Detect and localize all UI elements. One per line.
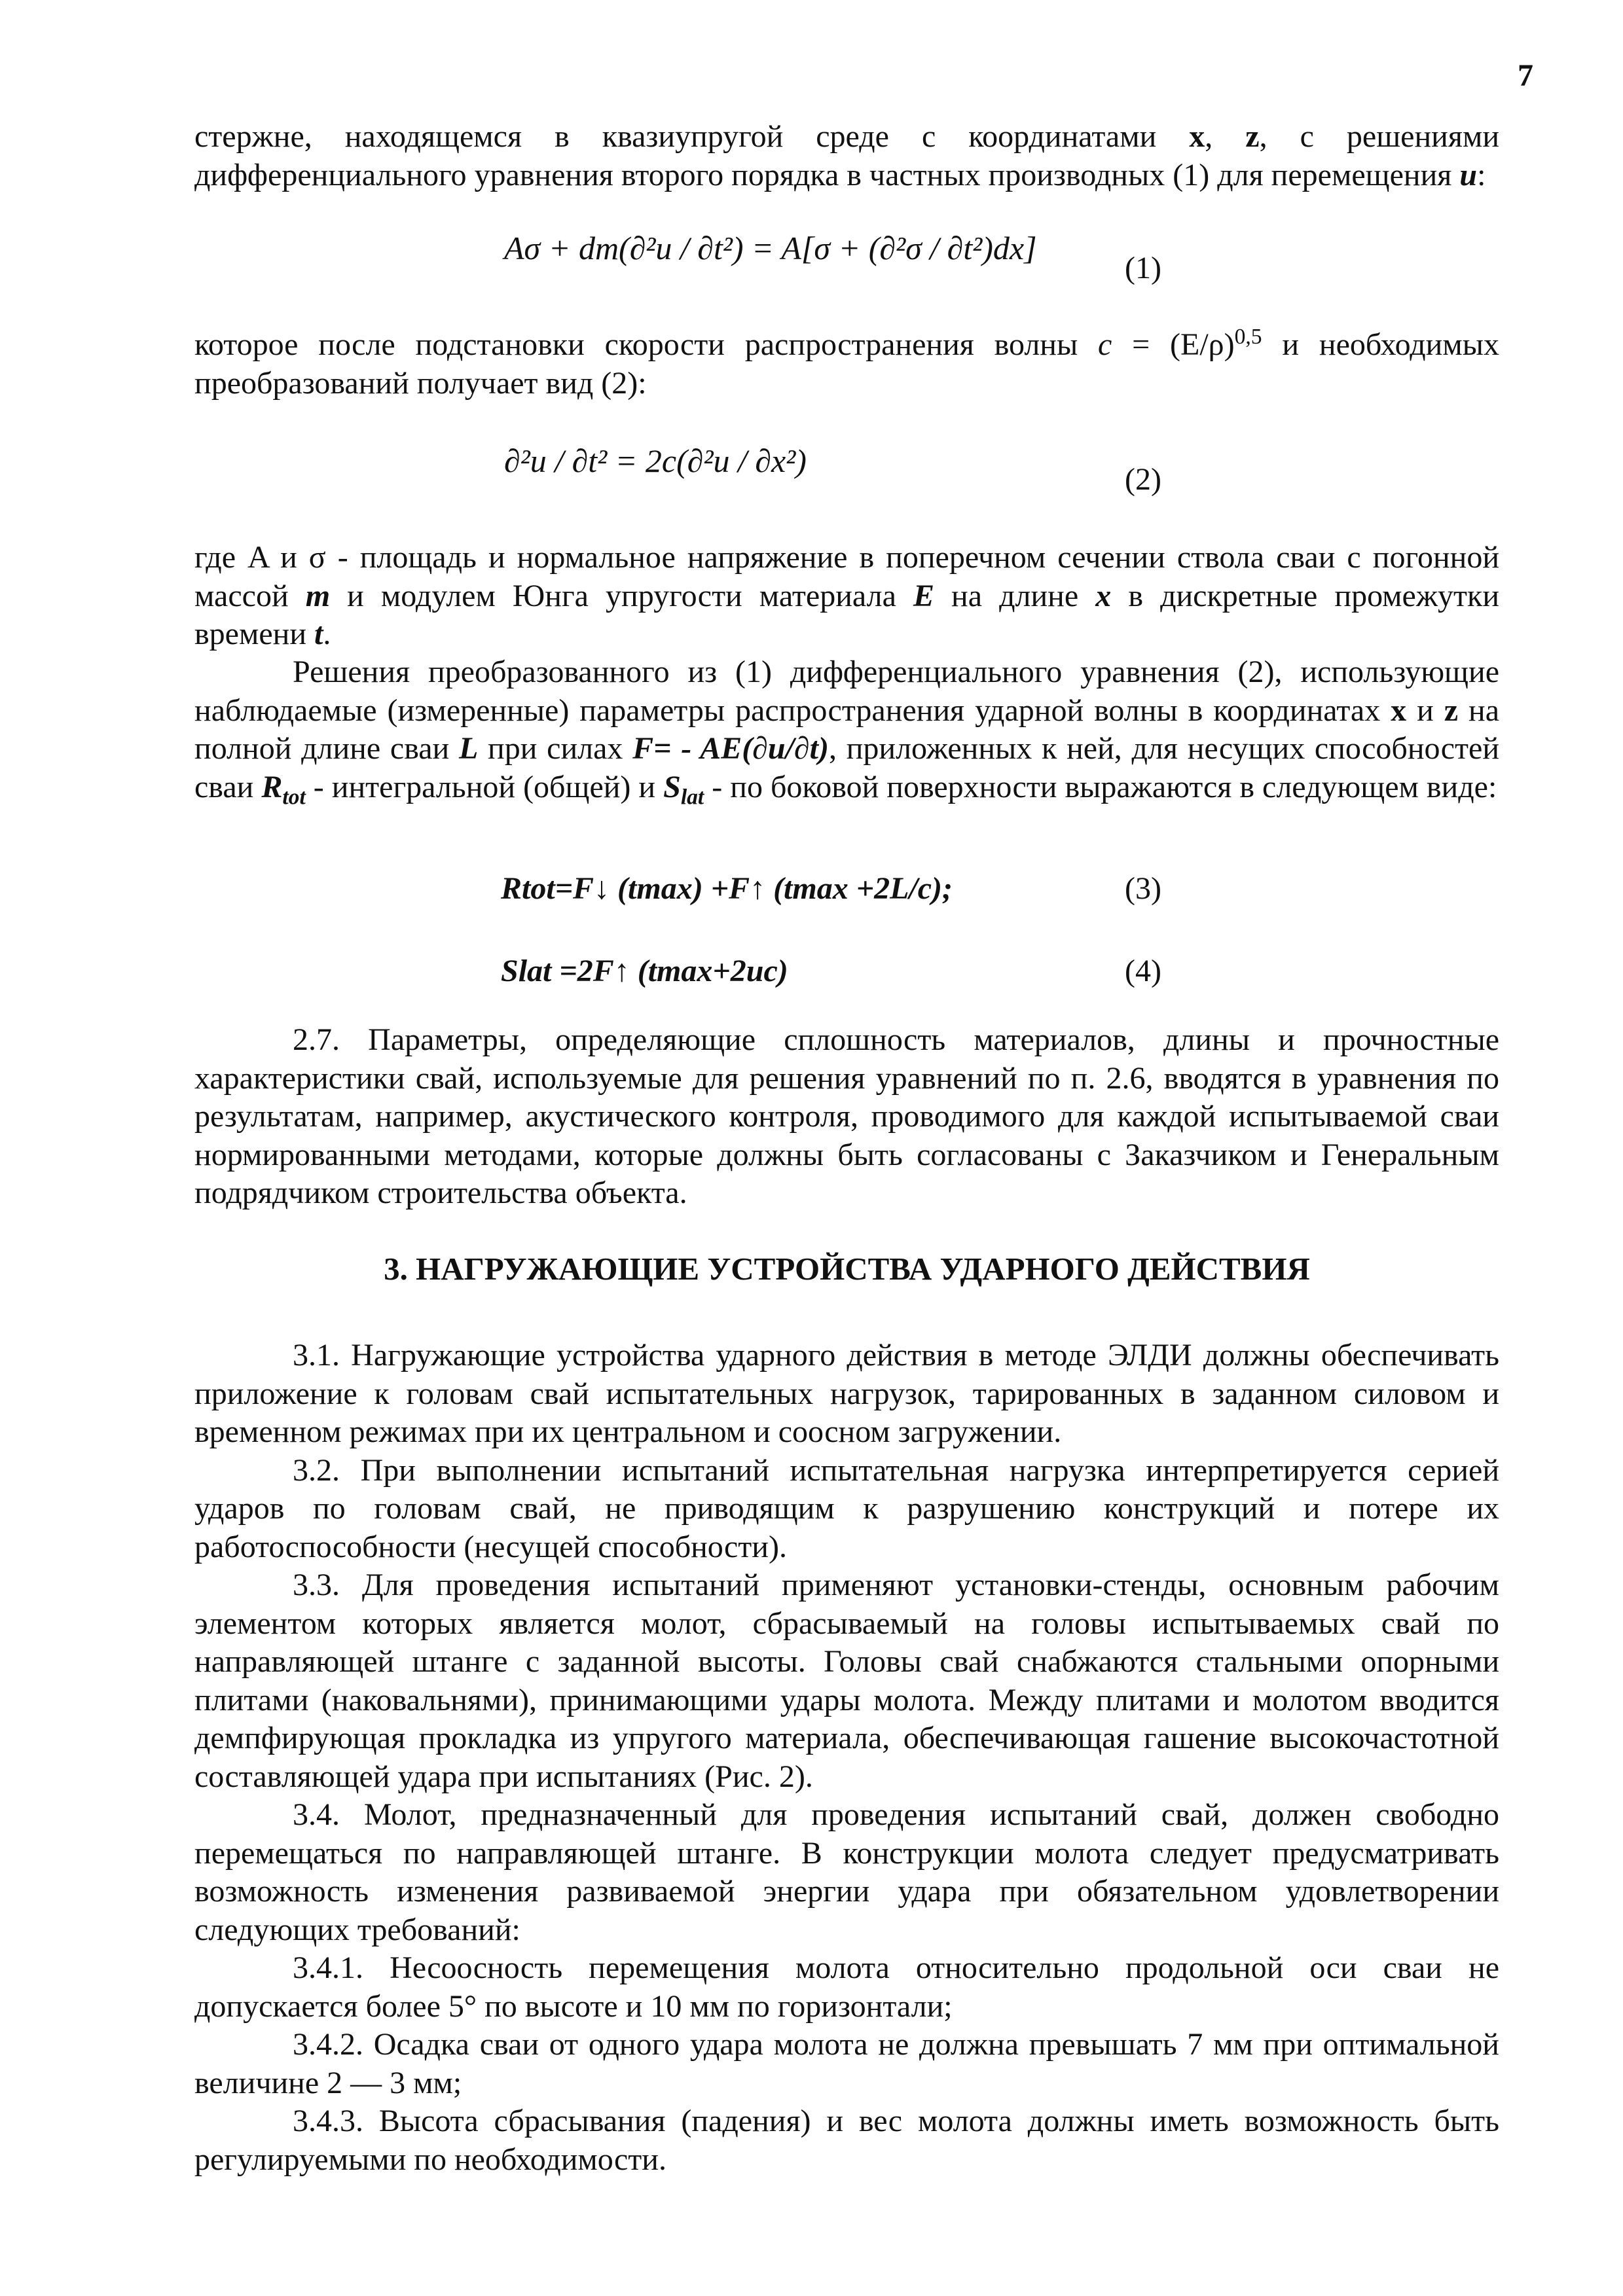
equation-2: ∂²u / ∂t² = 2c(∂²u / ∂x²)	[504, 442, 807, 479]
paragraph-2-7: 2.7. Параметры, определяющие сплошность материалов, длины и прочностные характеристики свай, используемые для решения уравнений по п. 2.6, вводятся в уравнения по результатам, например, акустического контроля, проводимого для каждой испытываемой сваи нормированными методами, которые должны быть согласованы с Заказчиком и Генеральным подрядчиком строительства объекта.	[194, 1022, 1499, 1210]
section-3-body	[194, 1336, 1499, 2179]
paragraph-3-2: 3.2. При выполнении испытаний испытательная нагрузка интерпретируется серией ударов по головам свай, не приводящим к разрушению конструкций и потере их работоспособности (несущей способности).	[194, 1452, 1499, 1564]
equation-2-number: (2)	[1125, 462, 1161, 497]
substitution-paragraph: которое после подстановки скорости распространения волны $c = (E/\rho)^{0,5}$ и необходимых преобразований получает вид (2):	[194, 325, 1499, 401]
equation-3-number: (3)	[1125, 871, 1161, 906]
paragraph-3-4-3: 3.4.3. Высота сбрасывания (падения) и вес молота должны иметь возможность быть регулируемыми по необходимости.	[194, 2104, 1499, 2177]
page-number: 7	[1518, 58, 1533, 93]
equation-4-number: (4)	[1125, 954, 1161, 988]
paragraph-3-3: 3.3. Для проведения испытаний применяют установки-стенды, основным рабочим элементом которых является молот, сбрасываемый на головы испытываемых свай по направляющей штанге с заданной высоты. Головы свай снабжаются стальными опорными плитами (наковальнями), принимающими удары молота. Между плитами и молотом вводится демпфирующая прокладка из упругого материала, обеспечивающая гашение высокочастотной составляющей удара при испытаниях (Рис. 2).	[194, 1568, 1499, 1794]
paragraph-3-4-1: 3.4.1. Несоосность перемещения молота относительно продольной оси сваи не допускается более 5° по высоте и 10 мм по горизонтали;	[194, 1950, 1499, 2024]
definitions-paragraph: где A и σ - площадь и нормальное напряжение в поперечном сечении ствола сваи с погонной массой m и модулем Юнга упругости материала E на длине x в дискретные промежутки времени t.	[194, 540, 1500, 651]
equation-4: Slat =2F↑ (tmax+2uc)	[501, 954, 788, 988]
equation-3: Rtot=F↓ (tmax) +F↑ (tmax +2L/c);	[501, 871, 953, 906]
paragraph-3-4: 3.4. Молот, предназначенный для проведения испытаний свай, должен свободно перемещаться по направляющей штанге. В конструкции молота следует предусматривать возможность изменения развиваемой энергии удара при обязательном удовлетворении следующих требований:	[194, 1797, 1499, 1947]
paragraph-3-1: 3.1. Нагружающие устройства ударного действия в методе ЭЛДИ должны обеспечивать приложение к головам свай испытательных нагрузок, тарированных в заданном силовом и временном режимах при их центральном и соосном загружении.	[194, 1338, 1499, 1449]
solutions-paragraph: Решения преобразованного из (1) дифференциального уравнения (2), использующие наблюдаемые (измеренные) параметры распространения ударной волны в координатах x и z на полной длине сваи L при силах F= - AE(∂u/∂t), приложенных к ней, для несущих способностей сваи $R_{tot}$ - интегральной (общей) и $S_{lat}$ - по боковой поверхности выражаются в следующем виде:	[194, 655, 1499, 810]
equation-1: Aσ + dm(∂²u / ∂t²) = A[σ + (∂²σ / ∂t²)dx]	[504, 230, 1037, 266]
section-3-heading: 3. НАГРУЖАЮЩИЕ УСТРОЙСТВА УДАРНОГО ДЕЙСТВИЯ	[384, 1251, 1310, 1287]
equation-1-number: (1)	[1125, 251, 1161, 285]
paragraph-3-4-2: 3.4.2. Осадка сваи от одного удара молота не должна превышать 7 мм при оптимальной величине 2 — 3 мм;	[194, 2027, 1499, 2100]
intro-paragraph: стержне, находящемся в квазиупругой среде с координатами x, z, с решениями дифференциального уравнения второго порядка в частных производных (1) для перемещения u:	[194, 119, 1499, 192]
